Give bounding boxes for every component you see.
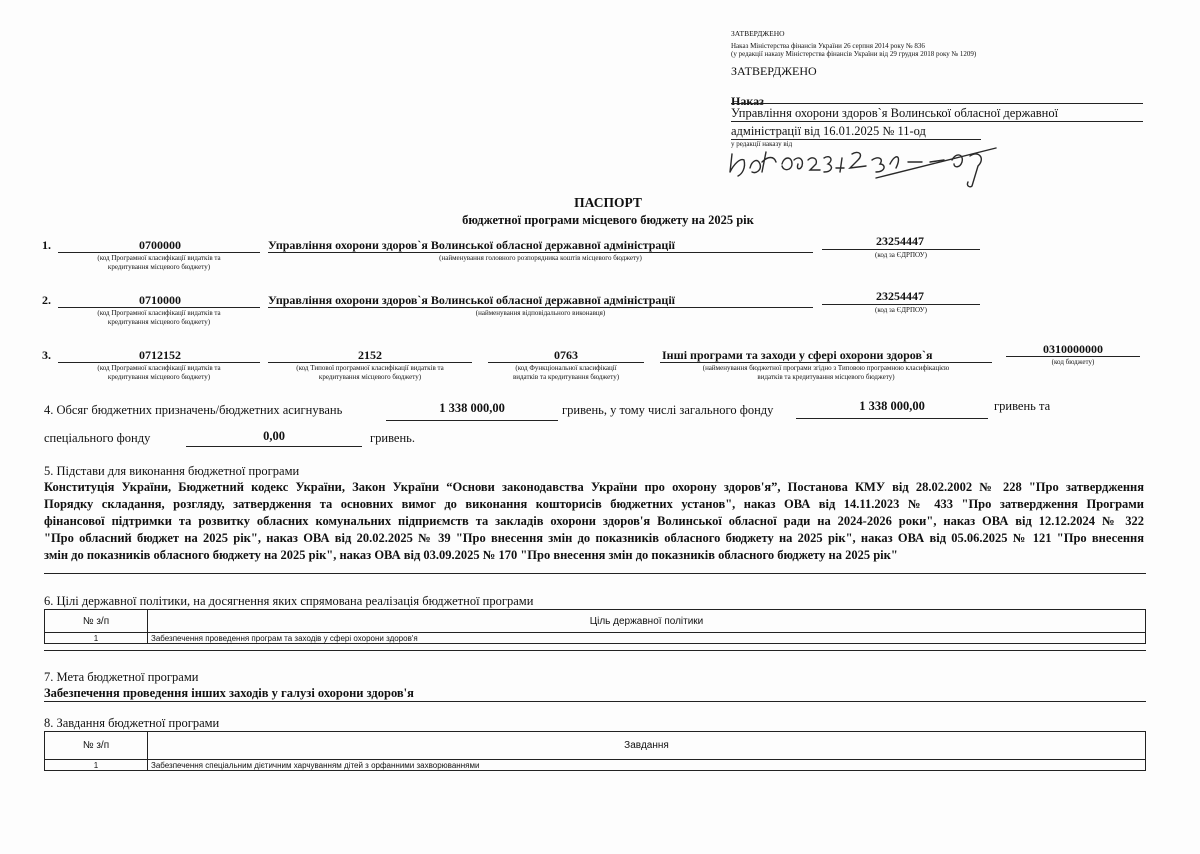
col-header-num: № з/п — [45, 610, 148, 633]
row3-program-name: Інші програми та заходи у сфері охорони здоров`я — [662, 348, 933, 362]
row3-typical-code: 2152 — [358, 348, 382, 362]
task-row-num: 1 — [45, 760, 148, 771]
row3-number: 3. — [42, 348, 51, 362]
basis-line-3: фінансової підтримки та розвитку обласних комунальних підприємств та закладів охорони здоров'я Волинської обласної ради на 2024-2026 роки", наказ ОВА від 12.12.2024 № 322 — [44, 514, 1144, 528]
goal-row-num: 1 — [45, 633, 148, 644]
row3-functional-caption: (код Функціональної класифікації видатків та кредитування бюджету) — [512, 364, 620, 381]
col-header-task: Завдання — [148, 732, 1146, 760]
row2-name-caption: (найменування відповідального виконавця) — [475, 309, 606, 317]
row3-functional-code: 0763 — [554, 348, 578, 362]
document-title: ПАСПОРТ — [574, 195, 642, 210]
row3-budget-code: 0310000000 — [1043, 342, 1103, 356]
row2-code-caption: (код Програмної класифікації видатків та кредитування місцевого бюджету) — [97, 309, 221, 326]
table-header-row — [45, 610, 1146, 633]
row2-name: Управління охорони здоров`я Волинської обласної державної адміністрації — [268, 293, 676, 307]
basis-line-2: Порядку складання, розгляду, затвердження та основних вимог до виконання кошторисів бюджетних установ", наказ ОВА від 14.11.2023 № 433 "Про затвердження Програми — [44, 497, 1144, 511]
approved-label: ЗАТВЕРДЖЕНО — [731, 64, 817, 78]
row1-code: 0700000 — [139, 238, 181, 252]
row2-code: 0710000 — [139, 293, 181, 307]
section5-heading: 5. Підстави для виконання бюджетної програми — [44, 464, 300, 478]
approval-order-line1: Наказ Міністерства фінансів України 26 серпня 2014 року № 836 — [731, 42, 925, 50]
row1-number: 1. — [42, 238, 51, 252]
tasks-table — [44, 731, 1146, 771]
table-row — [45, 633, 1146, 644]
row1-name-caption: (найменування головного розпорядника коштів місцевого бюджету) — [439, 254, 642, 262]
basis-line-1: Конституція України, Бюджетний кодекс України, Закон України “Основи законодавства України про охорону здоров'я”, Постанова КМУ від 28.02.2002 № 228 "Про затвердження — [44, 480, 1144, 494]
section4-special-fund: 0,00 — [263, 429, 285, 443]
row3-code-caption: (код Програмної класифікації видатків та кредитування місцевого бюджету) — [97, 364, 221, 381]
section4-total: 1 338 000,00 — [439, 401, 505, 415]
table-row — [45, 760, 1146, 771]
goal-row-text: Забезпечення проведення програм та заходів у сфері охорони здоров'я — [148, 633, 1146, 644]
section7-heading: 7. Мета бюджетної програми — [44, 670, 199, 684]
row1-edrpou-caption: (код за ЄДРПОУ) — [875, 251, 927, 259]
approval-order-line2: (у редакції наказу Міністерства фінансів України від 29 грудня 2018 року № 1209) — [731, 50, 977, 58]
approval-stamp: ЗАТВЕРДЖЕНО — [731, 29, 785, 38]
authority-line1: Управління охорони здоров`я Волинської обласної державної — [731, 106, 1059, 120]
row3-typical-caption: (код Типової програмної класифікації видатків та кредитування місцевого бюджету) — [296, 364, 444, 381]
row3-code: 0712152 — [139, 348, 181, 362]
authority-line2: адміністрації від 16.01.2025 № 11-од — [731, 124, 926, 138]
section4-mid-text: гривень, у тому числі загального фонду — [562, 403, 774, 417]
basis-line-5: змін до показників обласного бюджету на 2025 рік", наказ ОВА від 03.09.2025 № 170 "Про внесення змін до показників обласного бюджету на 2025 рік" — [44, 548, 898, 562]
row2-edrpou: 23254447 — [876, 289, 924, 303]
task-row-text: Забезпечення спеціальним дієтичним харчуванням дітей з орфанними захворюваннями — [148, 760, 1146, 771]
section5-basis-text — [44, 479, 1144, 564]
row3-budget-caption: (код бюджету) — [1051, 358, 1095, 366]
row2-edrpou-caption: (код за ЄДРПОУ) — [875, 306, 927, 314]
approval-block — [731, 30, 976, 79]
section8-heading: 8. Завдання бюджетної програми — [44, 716, 220, 730]
table-header-row — [45, 732, 1146, 760]
section4-label: 4. Обсяг бюджетних призначень/бюджетних асигнувань — [44, 403, 343, 417]
row1-name: Управління охорони здоров`я Волинської обласної державної адміністрації — [268, 238, 676, 252]
row2-number: 2. — [42, 293, 51, 307]
section4-tail: гривень та — [994, 399, 1051, 413]
col-header-num: № з/п — [45, 732, 148, 760]
basis-line-4: "Про обласний бюджет на 2025 рік", наказ ОВА від 20.02.2025 № 39 "Про внесення змін до показників обласного бюджету на 2025 рік", наказ ОВА від 05.06.2025 № 121 "Про внесення — [44, 531, 1144, 545]
edition-label: у редакції наказу від — [731, 140, 793, 148]
col-header-goal: Ціль державної політики — [148, 610, 1146, 633]
order-label: Наказ — [731, 94, 764, 108]
section4-special-label: спеціального фонду — [44, 431, 151, 445]
policy-goals-table — [44, 609, 1146, 644]
section7-goal-text: Забезпечення проведення інших заходів у галузі охорони здоров'я — [44, 686, 414, 700]
row1-edrpou: 23254447 — [876, 234, 924, 248]
row1-code-caption: (код Програмної класифікації видатків та кредитування місцевого бюджету) — [97, 254, 221, 271]
handwritten-signature — [726, 138, 1006, 190]
row3-program-caption: (найменування бюджетної програми згідно з Типовою програмною класифікацією видатків та кредитування місцевого бюджету) — [702, 364, 950, 381]
section4-special-tail: гривень. — [370, 431, 415, 445]
document-subtitle: бюджетної програми місцевого бюджету на 2025 рік — [462, 213, 754, 227]
section6-heading: 6. Цілі державної політики, на досягнення яких спрямована реалізація бюджетної програми — [44, 594, 534, 608]
section4-general-fund: 1 338 000,00 — [859, 399, 925, 413]
